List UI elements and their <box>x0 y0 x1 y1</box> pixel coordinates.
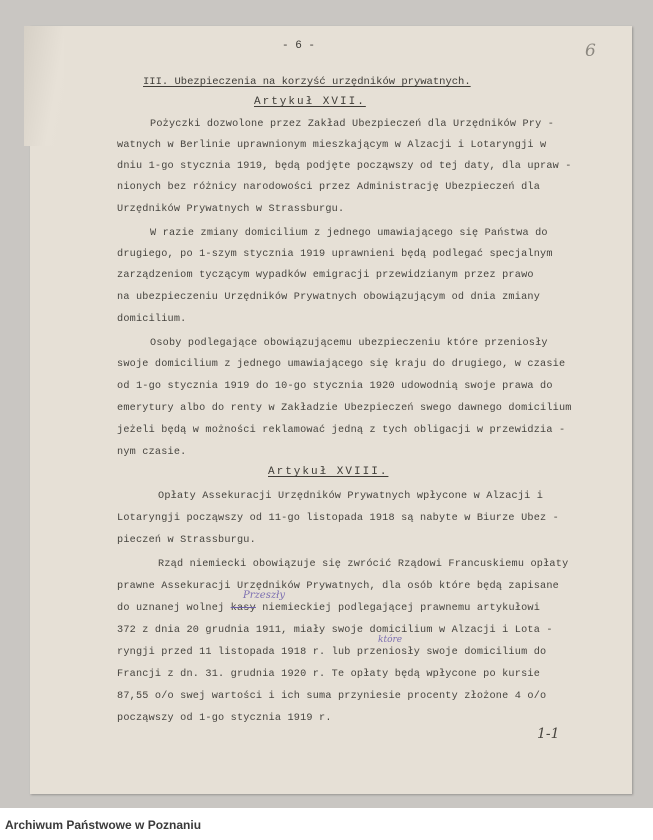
paper-fold-shadow <box>24 26 64 146</box>
article-17-p2-line: zarządzeniom tyczącym wypadków emigracji przewidzianym przez prawo <box>117 270 534 281</box>
article-18-p2-line: 372 z dnia 20 grudnia 1911, miały swoje domicilium w Alzacji i Lota - <box>117 625 553 636</box>
article-17-p1-line: watnych w Berlinie uprawnionym mieszkającym w Alzacji i Lotaryngji w <box>117 140 547 151</box>
article-18-p2-line: począwszy od 1-go stycznia 1919 r. <box>117 713 332 724</box>
article-18-p2-line: 87,55 o/o swej wartości i ich suma przyniesie procenty złożone 4 o/o <box>117 691 547 702</box>
article-17-p2-line: drugiego, po 1-szym stycznia 1919 uprawnieni będą podlegać specjalnym <box>117 249 553 260</box>
article-17-p2-line: na ubezpieczeniu Urzędników Prywatnych obowiązującym od dnia zmiany <box>117 292 541 303</box>
handwritten-mark: 1-1 <box>537 726 560 742</box>
article-17-p2-line: domicilium. <box>117 314 187 325</box>
article-18-p2-line <box>117 603 540 615</box>
article-17-title: Artykuł XVII. <box>254 96 366 108</box>
article-17-p3-line: Osoby podlegające obowiązującemu ubezpieczeniu które przeniosły <box>150 338 548 349</box>
article-17-p3-line: swoje domicilium z jednego umawiającego się kraju do drugiego, w czasie <box>117 359 566 370</box>
line-text-post: niemieckiej podlegającej prawnemu artykułowi <box>255 603 541 614</box>
article-17-p2-line: W razie zmiany domicilium z jednego umawiającego się Państwa do <box>150 228 548 239</box>
article-18-title: Artykuł XVIII. <box>268 466 389 478</box>
section-heading: III. Ubezpieczenia na korzyść urzędników prywatnych. <box>143 76 471 88</box>
article-17-p3-line: od 1-go stycznia 1919 do 10-go stycznia 1920 udowodnią swoje prawa do <box>117 381 553 392</box>
archive-footer <box>0 808 653 840</box>
article-17-p3-line: emerytury albo do renty w Zakładzie Ubezpieczeń swego dawnego domicilium <box>117 403 572 414</box>
article-18-p1-line: Lotaryngji począwszy od 11-go listopada 1918 są nabyte w Biurze Ubez - <box>117 513 559 524</box>
article-18-p2-line: Francji z dn. 31. grudnia 1920 r. Te opłaty będą wpłycone po kursie <box>117 669 541 680</box>
article-18-p1-line: pieczeń w Strassburgu. <box>117 535 256 546</box>
struck-word: kasy <box>230 603 256 614</box>
article-18-p1-line: Opłaty Assekuracji Urzędników Prywatnych wpłycone w Alzacji i <box>158 491 544 502</box>
line-text-pre: do uznanej wolnej <box>117 603 231 614</box>
article-17-p3-line: jeżeli będą w możności reklamować jedną z tych obligacji w przewidzia - <box>117 425 566 436</box>
pencil-page-number: 6 <box>585 41 596 61</box>
article-17-p1-line: nionych bez różnicy narodowości przez Administrację Ubezpieczeń dla <box>117 182 541 193</box>
handwritten-insert: które <box>378 635 403 645</box>
article-17-p3-line: nym czasie. <box>117 447 187 458</box>
page-number: - 6 - <box>282 40 316 52</box>
handwritten-insert: Przeszły <box>243 590 285 601</box>
article-17-p1-line: dniu 1-go stycznia 1919, będą podjęte począwszy od tej daty, dla upraw - <box>117 161 572 172</box>
article-18-p2-line: ryngji przed 11 listopada 1918 r. lub przeniosły swoje domicilium do <box>117 647 547 658</box>
article-18-p2-line: prawne Assekuracji Urzędników Prywatnych, dla osób które będą zapisane <box>117 581 559 592</box>
article-18-p2-line: Rząd niemiecki obowiązuje się zwrócić Rządowi Francuskiemu opłaty <box>158 559 569 570</box>
article-17-p1-line: Urzędników Prywatnych w Strassburgu. <box>117 204 345 215</box>
archive-footer-label: Archiwum Państwowe w Poznaniu <box>5 818 202 832</box>
article-17-p1-line: Pożyczki dozwolone przez Zakład Ubezpieczeń dla Urzędników Pry - <box>150 119 555 130</box>
